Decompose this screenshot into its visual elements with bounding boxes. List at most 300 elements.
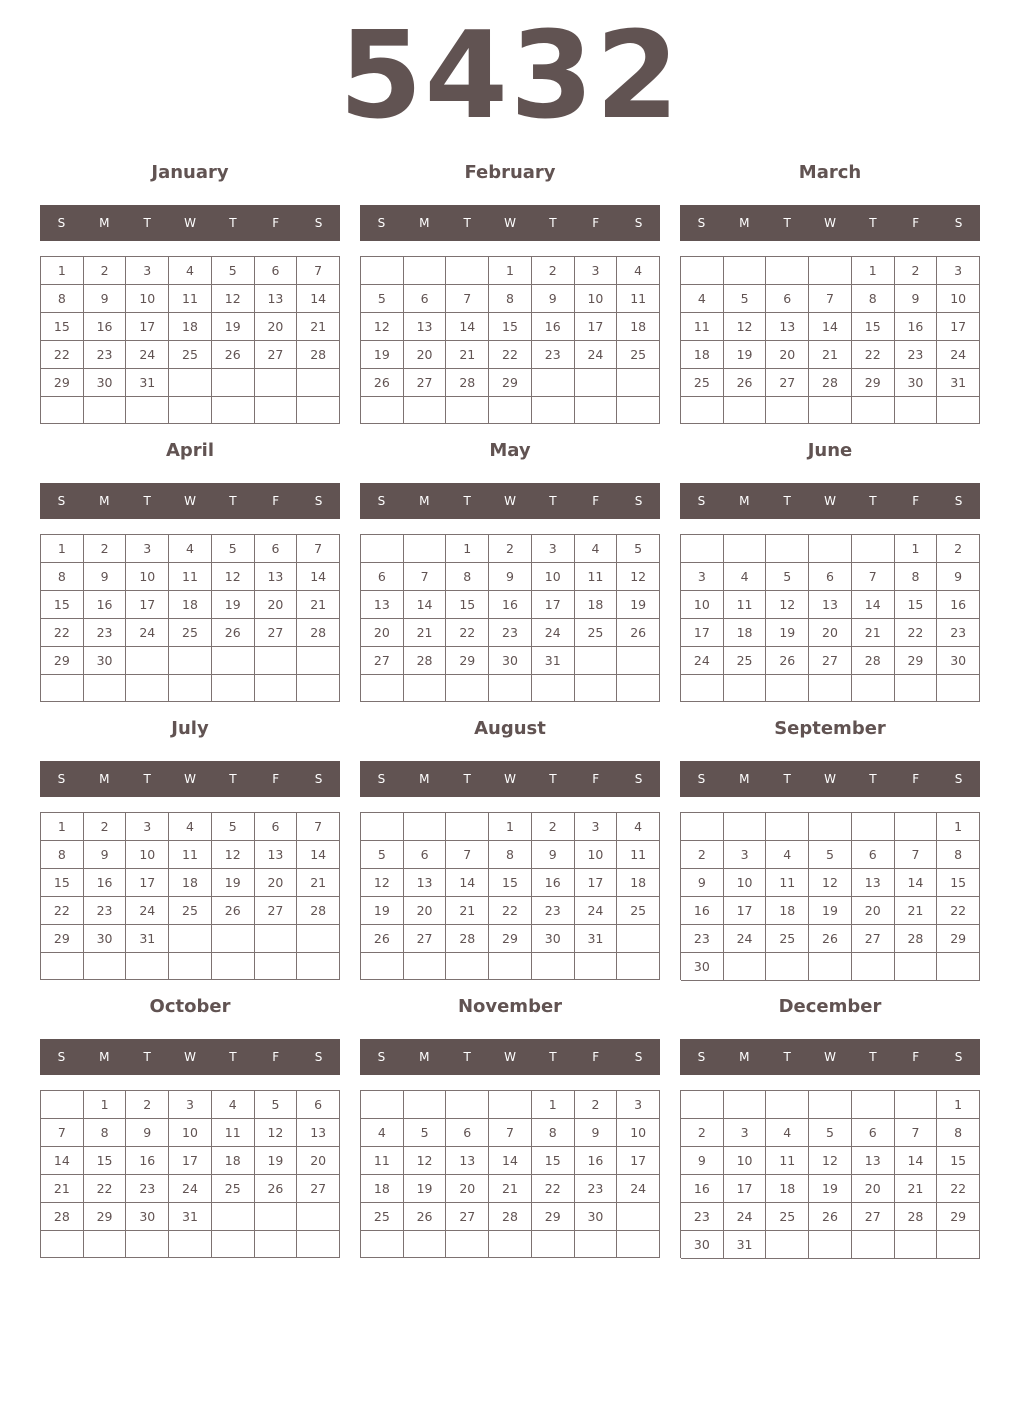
day-cell: 8 bbox=[937, 1119, 980, 1147]
day-cell: 5 bbox=[212, 257, 255, 285]
empty-cell bbox=[852, 953, 895, 981]
day-cell: 10 bbox=[937, 285, 980, 313]
month-name: May bbox=[489, 440, 531, 461]
day-cell: 8 bbox=[489, 285, 532, 313]
weekday-label: F bbox=[592, 1050, 600, 1064]
day-cell: 23 bbox=[126, 1175, 169, 1203]
day-grid bbox=[360, 1090, 660, 1258]
day-cell: 4 bbox=[617, 813, 660, 841]
empty-cell bbox=[489, 397, 532, 424]
empty-cell bbox=[852, 1231, 895, 1259]
day-cell: 7 bbox=[489, 1119, 532, 1147]
empty-cell bbox=[404, 1091, 447, 1119]
day-cell: 7 bbox=[404, 563, 447, 591]
empty-cell bbox=[212, 1203, 255, 1231]
empty-cell bbox=[41, 953, 84, 980]
day-cell: 11 bbox=[766, 1147, 809, 1175]
weekday-label: M bbox=[419, 772, 430, 786]
empty-cell bbox=[617, 1203, 660, 1231]
weekday-header bbox=[680, 483, 980, 519]
day-cell: 16 bbox=[575, 1147, 618, 1175]
day-cell: 30 bbox=[681, 1231, 724, 1259]
day-cell: 15 bbox=[41, 313, 84, 341]
empty-cell bbox=[852, 1091, 895, 1119]
day-cell: 29 bbox=[489, 925, 532, 953]
empty-cell bbox=[532, 397, 575, 424]
day-cell: 4 bbox=[766, 841, 809, 869]
day-cell: 27 bbox=[404, 369, 447, 397]
day-cell: 29 bbox=[532, 1203, 575, 1231]
day-cell: 31 bbox=[126, 369, 169, 397]
day-cell: 27 bbox=[766, 369, 809, 397]
weekday-label: M bbox=[419, 494, 430, 508]
empty-cell bbox=[575, 1231, 618, 1258]
day-cell: 9 bbox=[681, 1147, 724, 1175]
day-cell: 26 bbox=[404, 1203, 447, 1231]
empty-cell bbox=[255, 953, 298, 980]
weekday-label: S bbox=[697, 494, 706, 508]
weekday-label: T bbox=[463, 772, 471, 786]
day-cell: 14 bbox=[489, 1147, 532, 1175]
day-cell: 14 bbox=[852, 591, 895, 619]
empty-cell bbox=[84, 675, 127, 702]
empty-cell bbox=[489, 675, 532, 702]
month-name: December bbox=[778, 996, 882, 1017]
day-cell: 5 bbox=[361, 285, 404, 313]
day-cell: 22 bbox=[852, 341, 895, 369]
day-cell: 17 bbox=[681, 619, 724, 647]
weekday-label: T bbox=[869, 216, 877, 230]
empty-cell bbox=[212, 369, 255, 397]
empty-cell bbox=[212, 675, 255, 702]
day-cell: 27 bbox=[404, 925, 447, 953]
day-cell: 16 bbox=[937, 591, 980, 619]
weekday-label: M bbox=[739, 772, 750, 786]
weekday-label: S bbox=[377, 772, 386, 786]
empty-cell bbox=[724, 535, 767, 563]
day-cell: 18 bbox=[169, 313, 212, 341]
day-cell: 12 bbox=[361, 313, 404, 341]
empty-cell bbox=[297, 1231, 340, 1258]
weekday-label: F bbox=[272, 216, 280, 230]
day-cell: 31 bbox=[937, 369, 980, 397]
day-cell: 29 bbox=[446, 647, 489, 675]
day-cell: 13 bbox=[404, 313, 447, 341]
day-cell: 31 bbox=[126, 925, 169, 953]
day-cell: 12 bbox=[212, 841, 255, 869]
empty-cell bbox=[446, 1231, 489, 1258]
empty-cell bbox=[255, 369, 298, 397]
empty-cell bbox=[937, 1231, 980, 1259]
day-cell: 15 bbox=[489, 869, 532, 897]
day-cell: 30 bbox=[895, 369, 938, 397]
weekday-label: S bbox=[954, 1050, 963, 1064]
empty-cell bbox=[852, 813, 895, 841]
day-grid bbox=[40, 256, 340, 424]
day-cell: 22 bbox=[446, 619, 489, 647]
day-cell: 29 bbox=[852, 369, 895, 397]
day-cell: 8 bbox=[84, 1119, 127, 1147]
day-cell: 25 bbox=[766, 1203, 809, 1231]
day-cell: 19 bbox=[361, 897, 404, 925]
empty-cell bbox=[681, 535, 724, 563]
empty-cell bbox=[84, 953, 127, 980]
weekday-label: M bbox=[99, 1050, 110, 1064]
weekday-header bbox=[40, 205, 340, 241]
weekday-label: M bbox=[99, 772, 110, 786]
weekday-header bbox=[360, 761, 660, 797]
empty-cell bbox=[575, 647, 618, 675]
empty-cell bbox=[446, 1091, 489, 1119]
day-cell: 2 bbox=[84, 257, 127, 285]
day-cell: 28 bbox=[852, 647, 895, 675]
day-cell: 25 bbox=[169, 619, 212, 647]
day-grid bbox=[40, 1090, 340, 1258]
weekday-label: S bbox=[634, 772, 643, 786]
day-cell: 12 bbox=[361, 869, 404, 897]
empty-cell bbox=[297, 397, 340, 424]
day-cell: 29 bbox=[937, 925, 980, 953]
day-cell: 25 bbox=[617, 341, 660, 369]
weekday-label: T bbox=[869, 494, 877, 508]
day-grid bbox=[680, 1090, 980, 1258]
day-cell: 10 bbox=[532, 563, 575, 591]
day-cell: 28 bbox=[895, 1203, 938, 1231]
day-cell: 20 bbox=[255, 313, 298, 341]
empty-cell bbox=[532, 1231, 575, 1258]
day-cell: 16 bbox=[532, 869, 575, 897]
empty-cell bbox=[297, 953, 340, 980]
day-cell: 15 bbox=[446, 591, 489, 619]
day-cell: 6 bbox=[361, 563, 404, 591]
day-cell: 18 bbox=[724, 619, 767, 647]
day-cell: 3 bbox=[617, 1091, 660, 1119]
day-cell: 11 bbox=[169, 841, 212, 869]
weekday-label: F bbox=[912, 772, 920, 786]
weekday-label: T bbox=[143, 772, 151, 786]
day-cell: 17 bbox=[126, 591, 169, 619]
day-cell: 5 bbox=[255, 1091, 298, 1119]
day-cell: 9 bbox=[532, 841, 575, 869]
weekday-label: M bbox=[739, 216, 750, 230]
day-cell: 24 bbox=[169, 1175, 212, 1203]
weekday-label: T bbox=[463, 1050, 471, 1064]
empty-cell bbox=[681, 397, 724, 424]
day-cell: 22 bbox=[489, 897, 532, 925]
day-cell: 19 bbox=[212, 313, 255, 341]
day-cell: 13 bbox=[852, 869, 895, 897]
empty-cell bbox=[169, 953, 212, 980]
day-cell: 8 bbox=[895, 563, 938, 591]
empty-cell bbox=[361, 535, 404, 563]
day-grid bbox=[40, 812, 340, 980]
empty-cell bbox=[126, 647, 169, 675]
empty-cell bbox=[895, 953, 938, 981]
empty-cell bbox=[852, 675, 895, 702]
day-cell: 4 bbox=[617, 257, 660, 285]
empty-cell bbox=[766, 257, 809, 285]
day-cell: 23 bbox=[84, 619, 127, 647]
empty-cell bbox=[724, 397, 767, 424]
day-cell: 15 bbox=[895, 591, 938, 619]
day-cell: 25 bbox=[617, 897, 660, 925]
day-cell: 24 bbox=[532, 619, 575, 647]
day-cell: 19 bbox=[212, 591, 255, 619]
day-cell: 3 bbox=[126, 813, 169, 841]
day-grid bbox=[360, 534, 660, 702]
day-cell: 27 bbox=[852, 1203, 895, 1231]
weekday-label: W bbox=[504, 1050, 516, 1064]
day-cell: 11 bbox=[361, 1147, 404, 1175]
day-cell: 2 bbox=[681, 841, 724, 869]
day-cell: 28 bbox=[41, 1203, 84, 1231]
day-grid bbox=[680, 256, 980, 424]
empty-cell bbox=[681, 813, 724, 841]
empty-cell bbox=[361, 813, 404, 841]
day-cell: 12 bbox=[809, 869, 852, 897]
empty-cell bbox=[489, 953, 532, 980]
empty-cell bbox=[766, 1091, 809, 1119]
day-cell: 20 bbox=[852, 897, 895, 925]
day-cell: 9 bbox=[489, 563, 532, 591]
day-cell: 25 bbox=[361, 1203, 404, 1231]
day-cell: 28 bbox=[404, 647, 447, 675]
empty-cell bbox=[617, 1231, 660, 1258]
weekday-label: M bbox=[739, 494, 750, 508]
weekday-label: T bbox=[549, 216, 557, 230]
day-cell: 24 bbox=[575, 341, 618, 369]
day-cell: 31 bbox=[724, 1231, 767, 1259]
day-cell: 3 bbox=[532, 535, 575, 563]
weekday-label: T bbox=[549, 1050, 557, 1064]
day-cell: 20 bbox=[297, 1147, 340, 1175]
empty-cell bbox=[766, 813, 809, 841]
empty-cell bbox=[41, 1091, 84, 1119]
day-cell: 22 bbox=[532, 1175, 575, 1203]
day-cell: 21 bbox=[895, 1175, 938, 1203]
day-cell: 6 bbox=[255, 257, 298, 285]
day-cell: 24 bbox=[724, 1203, 767, 1231]
day-cell: 1 bbox=[489, 257, 532, 285]
empty-cell bbox=[404, 1231, 447, 1258]
day-cell: 22 bbox=[84, 1175, 127, 1203]
day-cell: 9 bbox=[681, 869, 724, 897]
day-cell: 7 bbox=[895, 1119, 938, 1147]
empty-cell bbox=[532, 675, 575, 702]
day-cell: 8 bbox=[41, 563, 84, 591]
day-cell: 20 bbox=[446, 1175, 489, 1203]
empty-cell bbox=[169, 369, 212, 397]
day-cell: 27 bbox=[297, 1175, 340, 1203]
day-cell: 4 bbox=[169, 813, 212, 841]
day-cell: 4 bbox=[766, 1119, 809, 1147]
empty-cell bbox=[617, 925, 660, 953]
empty-cell bbox=[681, 257, 724, 285]
day-cell: 11 bbox=[617, 285, 660, 313]
day-cell: 13 bbox=[404, 869, 447, 897]
day-cell: 20 bbox=[255, 869, 298, 897]
day-cell: 13 bbox=[255, 285, 298, 313]
day-cell: 19 bbox=[766, 619, 809, 647]
empty-cell bbox=[255, 1231, 298, 1258]
weekday-label: T bbox=[143, 216, 151, 230]
day-cell: 13 bbox=[297, 1119, 340, 1147]
day-cell: 9 bbox=[84, 285, 127, 313]
day-cell: 21 bbox=[446, 897, 489, 925]
weekday-label: F bbox=[912, 216, 920, 230]
day-cell: 1 bbox=[532, 1091, 575, 1119]
weekday-label: S bbox=[634, 494, 643, 508]
empty-cell bbox=[41, 675, 84, 702]
empty-cell bbox=[766, 953, 809, 981]
day-cell: 17 bbox=[937, 313, 980, 341]
day-cell: 10 bbox=[575, 285, 618, 313]
empty-cell bbox=[297, 925, 340, 953]
empty-cell bbox=[766, 535, 809, 563]
empty-cell bbox=[809, 813, 852, 841]
weekday-label: W bbox=[824, 1050, 836, 1064]
day-cell: 24 bbox=[681, 647, 724, 675]
day-cell: 26 bbox=[255, 1175, 298, 1203]
day-cell: 21 bbox=[297, 313, 340, 341]
empty-cell bbox=[766, 1231, 809, 1259]
day-cell: 10 bbox=[169, 1119, 212, 1147]
day-cell: 8 bbox=[852, 285, 895, 313]
weekday-label: M bbox=[99, 216, 110, 230]
day-cell: 9 bbox=[532, 285, 575, 313]
day-cell: 3 bbox=[681, 563, 724, 591]
empty-cell bbox=[255, 925, 298, 953]
day-cell: 18 bbox=[617, 869, 660, 897]
empty-cell bbox=[404, 675, 447, 702]
weekday-label: S bbox=[634, 216, 643, 230]
day-cell: 20 bbox=[255, 591, 298, 619]
weekday-label: T bbox=[783, 772, 791, 786]
day-cell: 11 bbox=[724, 591, 767, 619]
day-cell: 6 bbox=[766, 285, 809, 313]
day-cell: 3 bbox=[937, 257, 980, 285]
day-cell: 15 bbox=[532, 1147, 575, 1175]
day-cell: 16 bbox=[532, 313, 575, 341]
day-cell: 5 bbox=[766, 563, 809, 591]
day-cell: 2 bbox=[575, 1091, 618, 1119]
empty-cell bbox=[617, 369, 660, 397]
day-cell: 26 bbox=[361, 369, 404, 397]
day-cell: 12 bbox=[809, 1147, 852, 1175]
day-cell: 20 bbox=[404, 897, 447, 925]
day-cell: 27 bbox=[361, 647, 404, 675]
empty-cell bbox=[809, 535, 852, 563]
weekday-label: T bbox=[783, 494, 791, 508]
day-cell: 23 bbox=[84, 341, 127, 369]
day-cell: 1 bbox=[41, 813, 84, 841]
empty-cell bbox=[404, 535, 447, 563]
weekday-label: T bbox=[143, 494, 151, 508]
day-cell: 12 bbox=[255, 1119, 298, 1147]
day-cell: 8 bbox=[489, 841, 532, 869]
day-cell: 13 bbox=[361, 591, 404, 619]
empty-cell bbox=[169, 925, 212, 953]
weekday-label: W bbox=[184, 1050, 196, 1064]
day-cell: 30 bbox=[84, 369, 127, 397]
day-cell: 6 bbox=[297, 1091, 340, 1119]
day-cell: 17 bbox=[617, 1147, 660, 1175]
weekday-label: W bbox=[184, 772, 196, 786]
day-cell: 16 bbox=[895, 313, 938, 341]
weekday-label: F bbox=[592, 772, 600, 786]
day-cell: 4 bbox=[361, 1119, 404, 1147]
weekday-label: T bbox=[229, 772, 237, 786]
day-cell: 14 bbox=[297, 563, 340, 591]
day-cell: 13 bbox=[255, 841, 298, 869]
empty-cell bbox=[766, 675, 809, 702]
empty-cell bbox=[297, 369, 340, 397]
day-cell: 29 bbox=[41, 925, 84, 953]
day-cell: 22 bbox=[937, 1175, 980, 1203]
empty-cell bbox=[489, 1091, 532, 1119]
weekday-label: T bbox=[229, 216, 237, 230]
day-cell: 1 bbox=[937, 813, 980, 841]
day-cell: 12 bbox=[617, 563, 660, 591]
empty-cell bbox=[297, 647, 340, 675]
weekday-label: M bbox=[419, 216, 430, 230]
empty-cell bbox=[724, 813, 767, 841]
day-cell: 5 bbox=[361, 841, 404, 869]
year-title: 5432 bbox=[339, 7, 681, 146]
day-cell: 11 bbox=[681, 313, 724, 341]
weekday-header bbox=[40, 761, 340, 797]
weekday-label: F bbox=[592, 216, 600, 230]
day-cell: 24 bbox=[575, 897, 618, 925]
day-cell: 28 bbox=[446, 369, 489, 397]
empty-cell bbox=[255, 397, 298, 424]
day-cell: 16 bbox=[489, 591, 532, 619]
day-cell: 9 bbox=[126, 1119, 169, 1147]
day-cell: 26 bbox=[617, 619, 660, 647]
empty-cell bbox=[575, 397, 618, 424]
day-cell: 4 bbox=[169, 535, 212, 563]
empty-cell bbox=[809, 257, 852, 285]
empty-cell bbox=[361, 1091, 404, 1119]
day-cell: 27 bbox=[255, 341, 298, 369]
day-cell: 26 bbox=[809, 925, 852, 953]
day-cell: 27 bbox=[852, 925, 895, 953]
day-cell: 22 bbox=[41, 619, 84, 647]
empty-cell bbox=[297, 675, 340, 702]
day-cell: 3 bbox=[724, 1119, 767, 1147]
day-cell: 18 bbox=[617, 313, 660, 341]
day-cell: 26 bbox=[766, 647, 809, 675]
weekday-label: T bbox=[229, 494, 237, 508]
day-cell: 6 bbox=[255, 535, 298, 563]
day-cell: 30 bbox=[532, 925, 575, 953]
empty-cell bbox=[809, 397, 852, 424]
day-cell: 27 bbox=[255, 897, 298, 925]
weekday-label: T bbox=[869, 772, 877, 786]
day-cell: 7 bbox=[852, 563, 895, 591]
day-cell: 14 bbox=[404, 591, 447, 619]
empty-cell bbox=[809, 1091, 852, 1119]
day-cell: 6 bbox=[404, 285, 447, 313]
day-cell: 7 bbox=[895, 841, 938, 869]
day-cell: 10 bbox=[126, 285, 169, 313]
weekday-label: S bbox=[954, 216, 963, 230]
month-name: April bbox=[165, 440, 215, 461]
day-cell: 14 bbox=[297, 285, 340, 313]
empty-cell bbox=[84, 1231, 127, 1258]
day-cell: 30 bbox=[84, 925, 127, 953]
day-cell: 10 bbox=[681, 591, 724, 619]
